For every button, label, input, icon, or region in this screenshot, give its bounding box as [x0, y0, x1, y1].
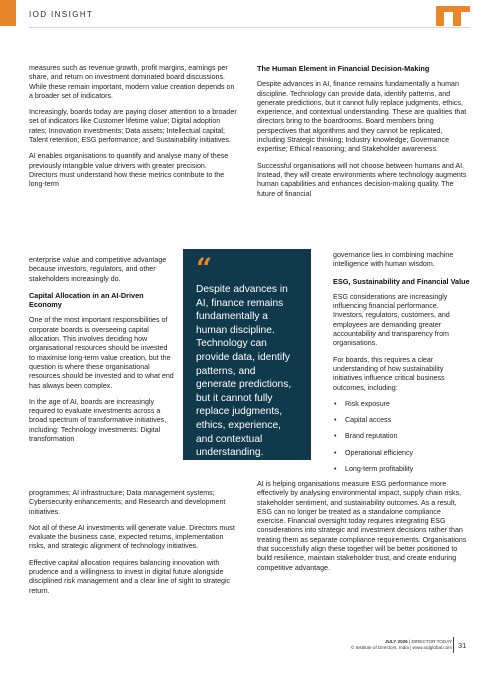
right-column-narrow [333, 251, 471, 481]
footer-copyright: © Institute of Directors, India | www.iodglobal.com [350, 645, 452, 651]
footer-publication: | DIRECTOR TODAY [409, 639, 452, 644]
quote-mark-icon: “ [196, 252, 213, 285]
list-item: • Brand reputation [333, 432, 471, 441]
right-heading-human-element: The Human Element in Financial Decision-Making [257, 64, 430, 73]
header-accent-bar [0, 0, 16, 26]
esg-outcomes-list [333, 400, 471, 474]
right-column-top [257, 64, 471, 199]
logo-letter-t-stem [453, 6, 461, 26]
right-paragraph-1: Despite advances in AI, finance remains fundamentally a human discipline. Technology can provide data, identify patterns, and generate predictions, but it cannot fully replace judgments, ethics, experience, and contextual understanding. These are qualities that directors bring to the boardrooms. Board members bring perspectives that algorithms and they cannot be replicated, including Strategic thinking; Industry knowledge; Governance expertise; Ethical reasoning; and Stakeholder awareness. [257, 80, 467, 154]
left-paragraph-5-cont: programmes; AI infrastructure; Data management systems; Cybersecurity enhancements; and Research and development initiatives. [29, 489, 226, 516]
header-divider [29, 27, 470, 28]
left-paragraph-6: Not all of these AI investments will generate value. Directors must evaluate the business case, expected returns, implementation risks, and strategic alignment of technology initiatives. [29, 523, 235, 551]
left-column-bottom [29, 489, 237, 603]
logo-letter-i [436, 6, 444, 26]
list-item: • Operational efficiency [333, 449, 471, 458]
list-item: • Long-term profitability [333, 465, 471, 474]
page-number: 31 [458, 641, 467, 650]
right-paragraph-2-cont: governance lies in combining machine intelligence with human wisdom. [333, 251, 454, 269]
brand-logo [432, 4, 472, 28]
footer-divider [453, 637, 454, 653]
left-paragraph-2: Increasingly, boards today are paying closer attention to a broader set of indicators like Customer lifetime value; Digital adoption rates; Innovation investments; Data assets; Intellectual capital; Talent retention; ESG performance; and Sustainability initiatives. [29, 108, 237, 145]
list-item: • Risk exposure [333, 400, 471, 409]
left-column-narrow [29, 256, 175, 444]
pull-quote-text: Despite advances in AI, finance remains fundamentally a human discipline. Technology can provide data, identify patterns, and generate predictions, but it cannot fully replace judgments, ethics, experience, and contextual understanding. [196, 284, 292, 459]
right-column-bottom [257, 480, 471, 580]
section-label: IOD INSIGHT [29, 10, 94, 19]
left-paragraph-4: One of the most important responsibilities of corporate boards is overseeing capital allocation. This involves deciding how organisational resources should be invested to maximise long-term value creation, but the question is where these organisational resources should be invested and to what end has always been complex. [29, 316, 174, 390]
left-heading-capital-allocation: Capital Allocation in an AI-Driven Economy [29, 290, 144, 310]
right-paragraph-5: AI is helping organisations measure ESG performance more effectively by analysing environmental impact, supply chain risks, stakeholder sentiment, and sustainability outcomes. As a result, ESG can no longer be treated as a standalone compliance exercise. Financial oversight today requires integrating ESG considerations into strategic and investment decisions rather than treating them as separate compliance requirements. Organisations that successfully align these together will be better positioned to build resilience, maintain stakeholder trust, and create enduring competitive advantage. [257, 480, 467, 572]
left-paragraph-5: In the age of AI, boards are increasingly required to evaluate investments across a broad spectrum of transformative initiatives, including: Technology investments: Digital transformation [29, 397, 167, 444]
right-heading-esg: ESG, Sustainability and Financial Value [333, 276, 470, 286]
left-paragraph-1: measures such as revenue growth, profit margins, earnings per share, and return on investment dominated board discussions. While these remain important, modern value creation depends on a broader set of indicators. [29, 64, 235, 100]
right-paragraph-3: ESG considerations are increasingly influencing financial performance. Investors, regulators, customers, and employees are demanding greater accountability and transparency from organisations. [333, 292, 450, 348]
left-paragraph-3-cont: enterprise value and competitive advantage because investors, regulators, and other stakeholders increasingly do. [29, 256, 167, 283]
left-column-top [29, 64, 237, 190]
pull-quote-box [183, 249, 311, 460]
right-paragraph-4: For boards, this requires a clear understanding of how sustainability initiatives influence critical business outcomes, including: [333, 355, 445, 392]
list-item: • Capital access [333, 416, 471, 425]
page-footer [351, 639, 452, 652]
right-paragraph-2: Successful organisations will not choose between humans and AI. Instead, they will create environments where technology augments human capabilities and enhances decision-making quality. The future of financial [257, 161, 467, 198]
left-paragraph-7: Effective capital allocation requires balancing innovation with prudence and a willingness to invest in digital future alongside disciplined risk management and a clear line of sight to strategic return. [29, 558, 231, 595]
footer-issue: JULY 2026 [385, 639, 408, 644]
left-paragraph-3: AI enables organisations to quantify and analyse many of these previously intangible value drivers with greater precision. Directors must understand how these metrics contribute to the long-term [29, 152, 229, 189]
